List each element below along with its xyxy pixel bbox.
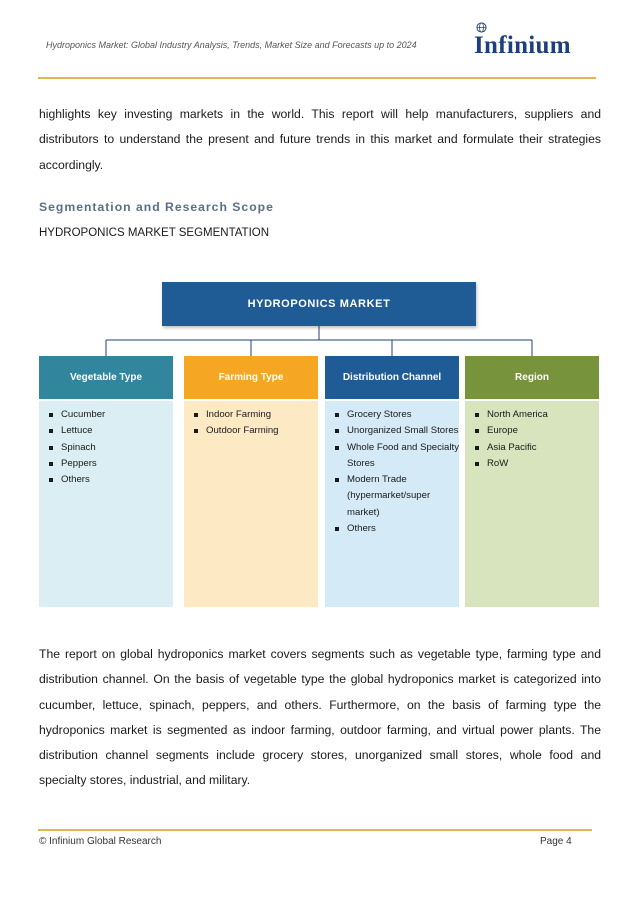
- category-head-distribution-channel: Distribution Channel: [325, 356, 459, 399]
- category-head-vegetable-type: Vegetable Type: [39, 356, 173, 399]
- category-list: [325, 401, 459, 537]
- logo-text: Infinium: [474, 32, 571, 59]
- category-list: [465, 401, 599, 472]
- segment-item: Grocery Stores: [333, 407, 459, 423]
- segment-item: Others: [47, 472, 173, 488]
- segment-item: Modern Trade (hypermarket/super market): [333, 472, 459, 521]
- category-head-region: Region: [465, 356, 599, 399]
- body-paragraph: The report on global hydroponics market covers segments such as vegetable type, farming type and distribution channel. On the basis of vegetable type the global hydroponics market is categorized into cucumber, lettuce, spinach, peppers, and others. Furthermore, on the basis of farming type the hydroponics market is segmented as indoor farming, outdoor farming, and virtual power plants. The distribution channel segments include grocery stores, unorganized small stores, whole food and specialty stores, industrial, and military.: [39, 647, 601, 788]
- section-heading: Segmentation and Research Scope: [39, 200, 274, 214]
- segment-item: Asia Pacific: [473, 440, 599, 456]
- category-body-distribution-channel: [325, 401, 459, 607]
- category-list: [39, 401, 173, 488]
- category-body-vegetable-type: [39, 401, 173, 607]
- segment-item: Peppers: [47, 456, 173, 472]
- category-list: [184, 401, 318, 440]
- category-body-region: [465, 401, 599, 607]
- sub-heading: HYDROPONICS MARKET SEGMENTATION: [39, 227, 270, 239]
- footer-copyright: © Infinium Global Research: [39, 836, 162, 847]
- segment-item: Indoor Farming: [192, 407, 318, 423]
- footer-divider: [38, 829, 592, 831]
- category-head-farming-type: Farming Type: [184, 356, 318, 399]
- intro-paragraph: highlights key investing markets in the world. This report will help manufacturers, suppliers and distributors to understand the present and future trends in this market and formulate their strategies accordingly.: [39, 107, 601, 172]
- segment-item: Cucumber: [47, 407, 173, 423]
- footer-page-number: Page 4: [540, 836, 572, 847]
- segment-item: Outdoor Farming: [192, 423, 318, 439]
- segment-item: North America: [473, 407, 599, 423]
- header-divider: [38, 77, 596, 79]
- infinium-logo: [472, 22, 592, 62]
- segment-item: Spinach: [47, 440, 173, 456]
- diagram-root-node: HYDROPONICS MARKET: [162, 282, 476, 326]
- segment-item: Lettuce: [47, 423, 173, 439]
- segment-item: Europe: [473, 423, 599, 439]
- segment-item: Unorganized Small Stores: [333, 423, 459, 439]
- category-body-farming-type: [184, 401, 318, 607]
- segment-item: RoW: [473, 456, 599, 472]
- segment-item: Whole Food and Specialty Stores: [333, 440, 459, 473]
- report-title: Hydroponics Market: Global Industry Analysis, Trends, Market Size and Forecasts up to 2024: [46, 40, 417, 50]
- segment-item: Others: [333, 521, 459, 537]
